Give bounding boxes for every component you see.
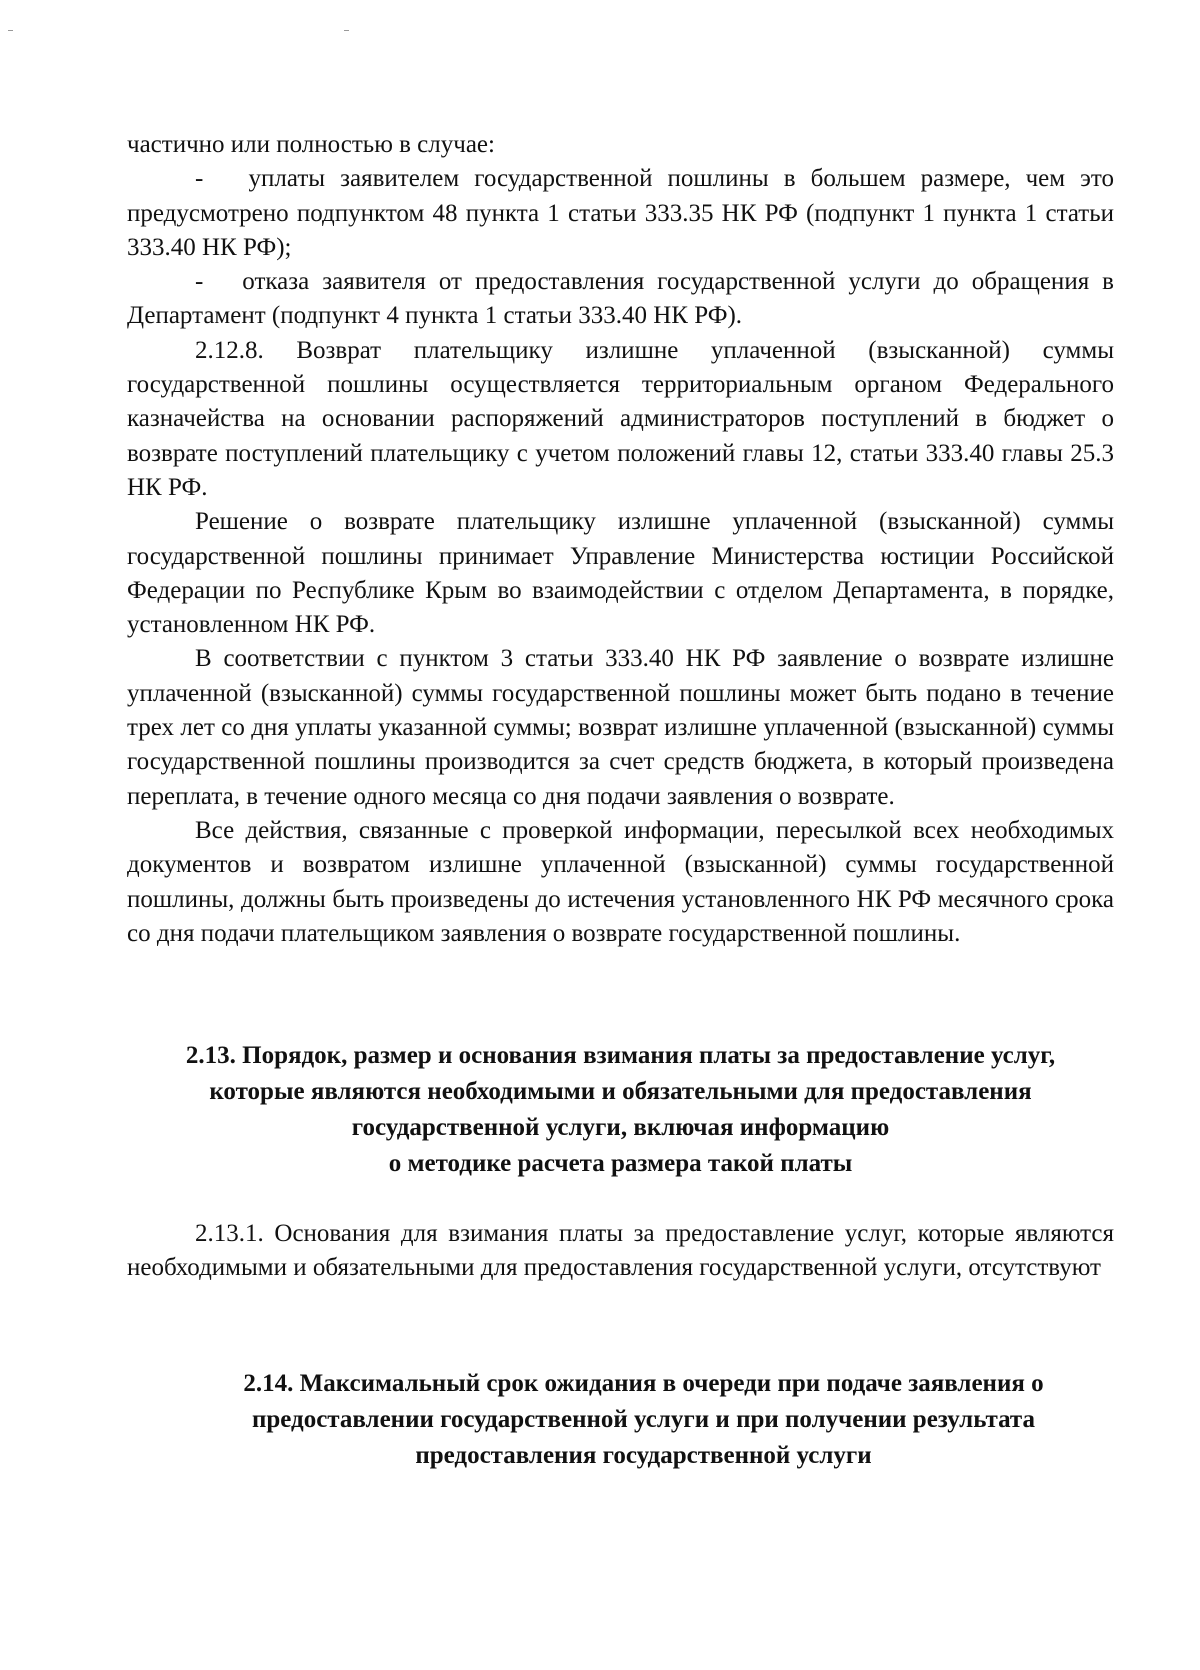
body-text-2-13 [127, 1217, 1114, 1286]
heading-line: предоставлении государственной услуги и при получении результата [251, 1406, 1036, 1433]
heading-line: государственной услуги, включая информацию [351, 1114, 890, 1141]
heading-line: которые являются необходимыми и обязательными для предоставления [209, 1078, 1032, 1105]
list-item-refusal: - отказа заявителя от предоставления государственной услуги до обращения в Департамент (подпункт 4 пункта 1 статьи 333.40 НК РФ). [127, 268, 1114, 330]
continuation-line: частично или полностью в случае: [127, 131, 495, 158]
body-text-2-12 [127, 128, 1114, 951]
paragraph-2-13-1: 2.13.1. Основания для взимания платы за предоставление услуг, которые являются необходимыми и обязательными для предоставления государственной услуги, отсутствуют [127, 1220, 1114, 1282]
list-item-overpayment: - уплаты заявителем государственной пошлины в большем размере, чем это предусмотрено подпунктом 48 пункта 1 статьи 333.35 НК РФ (подпункт 1 пункта 1 статьи 333.40 НК РФ); [127, 165, 1114, 261]
section-heading-2-14 [150, 1366, 1137, 1474]
paragraph-refund-actions: Все действия, связанные с проверкой информации, пересылкой всех необходимых документов и возвратом излишне уплаченной (взысканной) суммы государственной пошлины, должны быть произведены до истечения установленного НК РФ месячного срока со дня подачи плательщиком заявления о возврате государственной пошлины. [127, 816, 1114, 947]
heading-line: предоставления государственной услуги [415, 1442, 872, 1469]
heading-line: 2.13. Порядок, размер и основания взимания платы за предоставление услуг, [185, 1042, 1056, 1069]
paragraph-refund-term: В соответствии с пунктом 3 статьи 333.40 НК РФ заявление о возврате излишне уплаченной (взысканной) суммы государственной пошлины может быть подано в течение трех лет со дня уплаты указанной суммы; возврат излишне уплаченной (взысканной) суммы государственной пошлины производится за счет средств бюджета, в который произведена переплата, в течение одного месяца со дня подачи заявления о возврате. [127, 645, 1114, 810]
scan-artifact-mark [8, 30, 13, 31]
scan-artifact-mark [344, 30, 349, 31]
heading-line: о методике расчета размера такой платы [388, 1150, 853, 1177]
heading-line: 2.14. Максимальный срок ожидания в очереди при подаче заявления о [243, 1370, 1044, 1397]
paragraph-2-12-8: 2.12.8. Возврат плательщику излишне уплаченной (взысканной) суммы государственной пошлины осуществляется территориальным органом Федерального казначейства на основании распоряжений администраторов поступлений в бюджет о возврате поступлений плательщику с учетом положений главы 12, статьи 333.40 главы 25.3 НК РФ. [127, 336, 1114, 501]
paragraph-refund-decision: Решение о возврате плательщику излишне уплаченной (взысканной) суммы государственной пошлины принимает Управление Министерства юстиции Российской Федерации по Республике Крым во взаимодействии с отделом Департамента, в порядке, установленном НК РФ. [127, 508, 1114, 639]
section-heading-2-13 [127, 1038, 1114, 1182]
